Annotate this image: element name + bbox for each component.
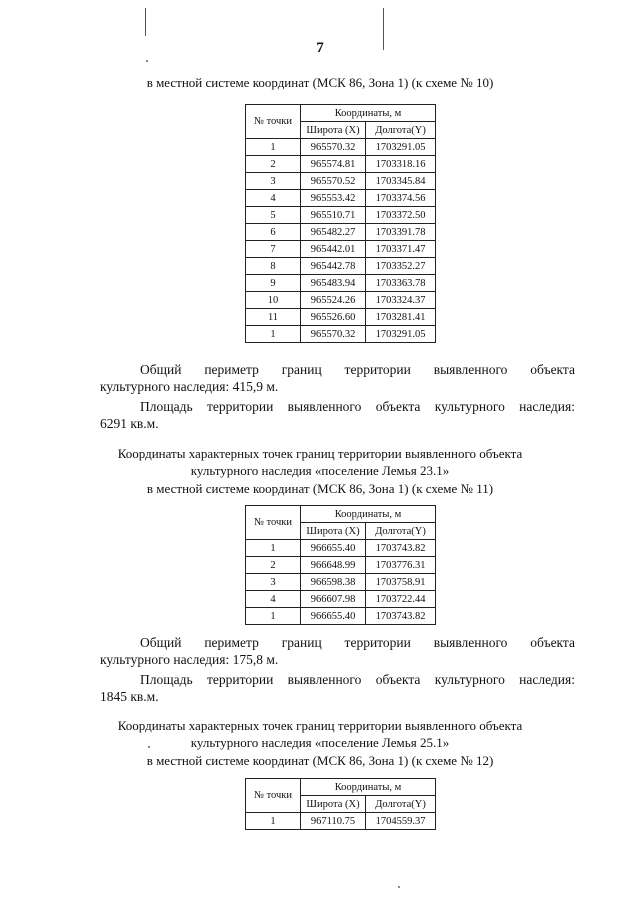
header-coordinates: Координаты, м (301, 779, 436, 796)
header-point-number: № точки (246, 506, 301, 540)
coordinates-table-11 (245, 505, 436, 625)
table-body (246, 813, 436, 830)
longitude-cell: 1703372.50 (366, 207, 436, 224)
point-number-cell: 9 (246, 275, 301, 292)
longitude-cell: 1703391.78 (366, 224, 436, 241)
point-number-cell: 2 (246, 557, 301, 574)
point-number-cell: 10 (246, 292, 301, 309)
longitude-cell: 1703324.37 (366, 292, 436, 309)
longitude-cell: 1703345.84 (366, 173, 436, 190)
point-number-cell: 6 (246, 224, 301, 241)
page-number: 7 (316, 40, 324, 56)
latitude-cell: 965570.32 (301, 326, 366, 343)
latitude-cell: 965553.42 (301, 190, 366, 207)
table-body (246, 139, 436, 343)
header-point-number: № точки (246, 105, 301, 139)
point-number-cell: 1 (246, 540, 301, 557)
perimeter-text-11-line2: культурного наследия: 175,8 м. (100, 652, 279, 667)
perimeter-text-10-line1: Общий периметр границ территории выявленного объекта (140, 362, 575, 377)
table-body (246, 540, 436, 625)
perimeter-text-10-line2: культурного наследия: 415,9 м. (100, 379, 279, 394)
header-point-number: № точки (246, 779, 301, 813)
point-number-cell: 1 (246, 139, 301, 156)
latitude-cell: 965526.60 (301, 309, 366, 326)
area-text-11-line2: 1845 кв.м. (100, 689, 159, 704)
latitude-cell: 966598.38 (301, 574, 366, 591)
table-row (246, 813, 436, 830)
latitude-cell: 966607.98 (301, 591, 366, 608)
table-row (246, 258, 436, 275)
latitude-cell: 965510.71 (301, 207, 366, 224)
table-row (246, 292, 436, 309)
coordinates-table-10 (245, 104, 436, 343)
header-latitude: Широта (X) (301, 796, 366, 813)
point-number-cell: 3 (246, 173, 301, 190)
point-number-cell: 5 (246, 207, 301, 224)
section-heading-25-1-line1: Координаты характерных точек границ территории выявленного объекта (117, 718, 523, 733)
latitude-cell: 965482.27 (301, 224, 366, 241)
longitude-cell: 1703743.82 (366, 540, 436, 557)
header-coordinates: Координаты, м (301, 105, 436, 122)
scan-artifact-speck (398, 886, 400, 888)
scan-artifact-line-left (145, 8, 146, 36)
longitude-cell: 1704559.37 (366, 813, 436, 830)
header-longitude: Долгота(Y) (366, 523, 436, 540)
longitude-cell: 1703758.91 (366, 574, 436, 591)
section-heading-23-1-line1: Координаты характерных точек границ территории выявленного объекта (117, 446, 523, 461)
point-number-cell: 4 (246, 190, 301, 207)
header-latitude: Широта (X) (301, 122, 366, 139)
area-text-11-line1: Площадь территории выявленного объекта культурного наследия: (140, 672, 575, 687)
point-number-cell: 1 (246, 608, 301, 625)
table-row (246, 557, 436, 574)
table-row (246, 540, 436, 557)
table-row (246, 156, 436, 173)
point-number-cell: 1 (246, 326, 301, 343)
latitude-cell: 967110.75 (301, 813, 366, 830)
longitude-cell: 1703363.78 (366, 275, 436, 292)
point-number-cell: 11 (246, 309, 301, 326)
point-number-cell: 1 (246, 813, 301, 830)
longitude-cell: 1703281.41 (366, 309, 436, 326)
header-longitude: Долгота(Y) (366, 796, 436, 813)
latitude-cell: 965570.32 (301, 139, 366, 156)
table-caption-12: в местной системе координат (МСК 86, Зона 1) (к схеме № 12) (146, 753, 494, 768)
table-row (246, 309, 436, 326)
longitude-cell: 1703743.82 (366, 608, 436, 625)
longitude-cell: 1703318.16 (366, 156, 436, 173)
table-caption-11: в местной системе координат (МСК 86, Зона 1) (к схеме № 11) (146, 481, 494, 496)
area-text-10-line1: Площадь территории выявленного объекта культурного наследия: (140, 399, 575, 414)
latitude-cell: 965574.81 (301, 156, 366, 173)
longitude-cell: 1703776.31 (366, 557, 436, 574)
header-longitude: Долгота(Y) (366, 122, 436, 139)
table-row (246, 173, 436, 190)
table-row (246, 326, 436, 343)
table-row (246, 224, 436, 241)
table-row (246, 241, 436, 258)
longitude-cell: 1703291.05 (366, 326, 436, 343)
perimeter-text-11-line1: Общий периметр границ территории выявленного объекта (140, 635, 575, 650)
table-row (246, 591, 436, 608)
point-number-cell: 3 (246, 574, 301, 591)
table-row (246, 139, 436, 156)
section-heading-25-1-line2: культурного наследия «поселение Лемья 25.1» (190, 735, 450, 750)
latitude-cell: 965570.52 (301, 173, 366, 190)
table-row (246, 608, 436, 625)
area-text-10-line2: 6291 кв.м. (100, 416, 159, 431)
point-number-cell: 4 (246, 591, 301, 608)
longitude-cell: 1703722.44 (366, 591, 436, 608)
table-row (246, 190, 436, 207)
coordinates-table-12 (245, 778, 436, 830)
latitude-cell: 965483.94 (301, 275, 366, 292)
latitude-cell: 966655.40 (301, 540, 366, 557)
point-number-cell: 8 (246, 258, 301, 275)
latitude-cell: 965442.78 (301, 258, 366, 275)
latitude-cell: 966655.40 (301, 608, 366, 625)
header-coordinates: Координаты, м (301, 506, 436, 523)
longitude-cell: 1703352.27 (366, 258, 436, 275)
latitude-cell: 965442.01 (301, 241, 366, 258)
table-caption-10: в местной системе координат (МСК 86, Зона 1) (к схеме № 10) (146, 75, 494, 90)
point-number-cell: 7 (246, 241, 301, 258)
longitude-cell: 1703291.05 (366, 139, 436, 156)
latitude-cell: 965524.26 (301, 292, 366, 309)
longitude-cell: 1703371.47 (366, 241, 436, 258)
scan-artifact-speck (146, 60, 148, 62)
latitude-cell: 966648.99 (301, 557, 366, 574)
longitude-cell: 1703374.56 (366, 190, 436, 207)
table-row (246, 207, 436, 224)
section-heading-23-1-line2: культурного наследия «поселение Лемья 23.1» (190, 463, 450, 478)
point-number-cell: 2 (246, 156, 301, 173)
header-latitude: Широта (X) (301, 523, 366, 540)
table-row (246, 275, 436, 292)
table-row (246, 574, 436, 591)
